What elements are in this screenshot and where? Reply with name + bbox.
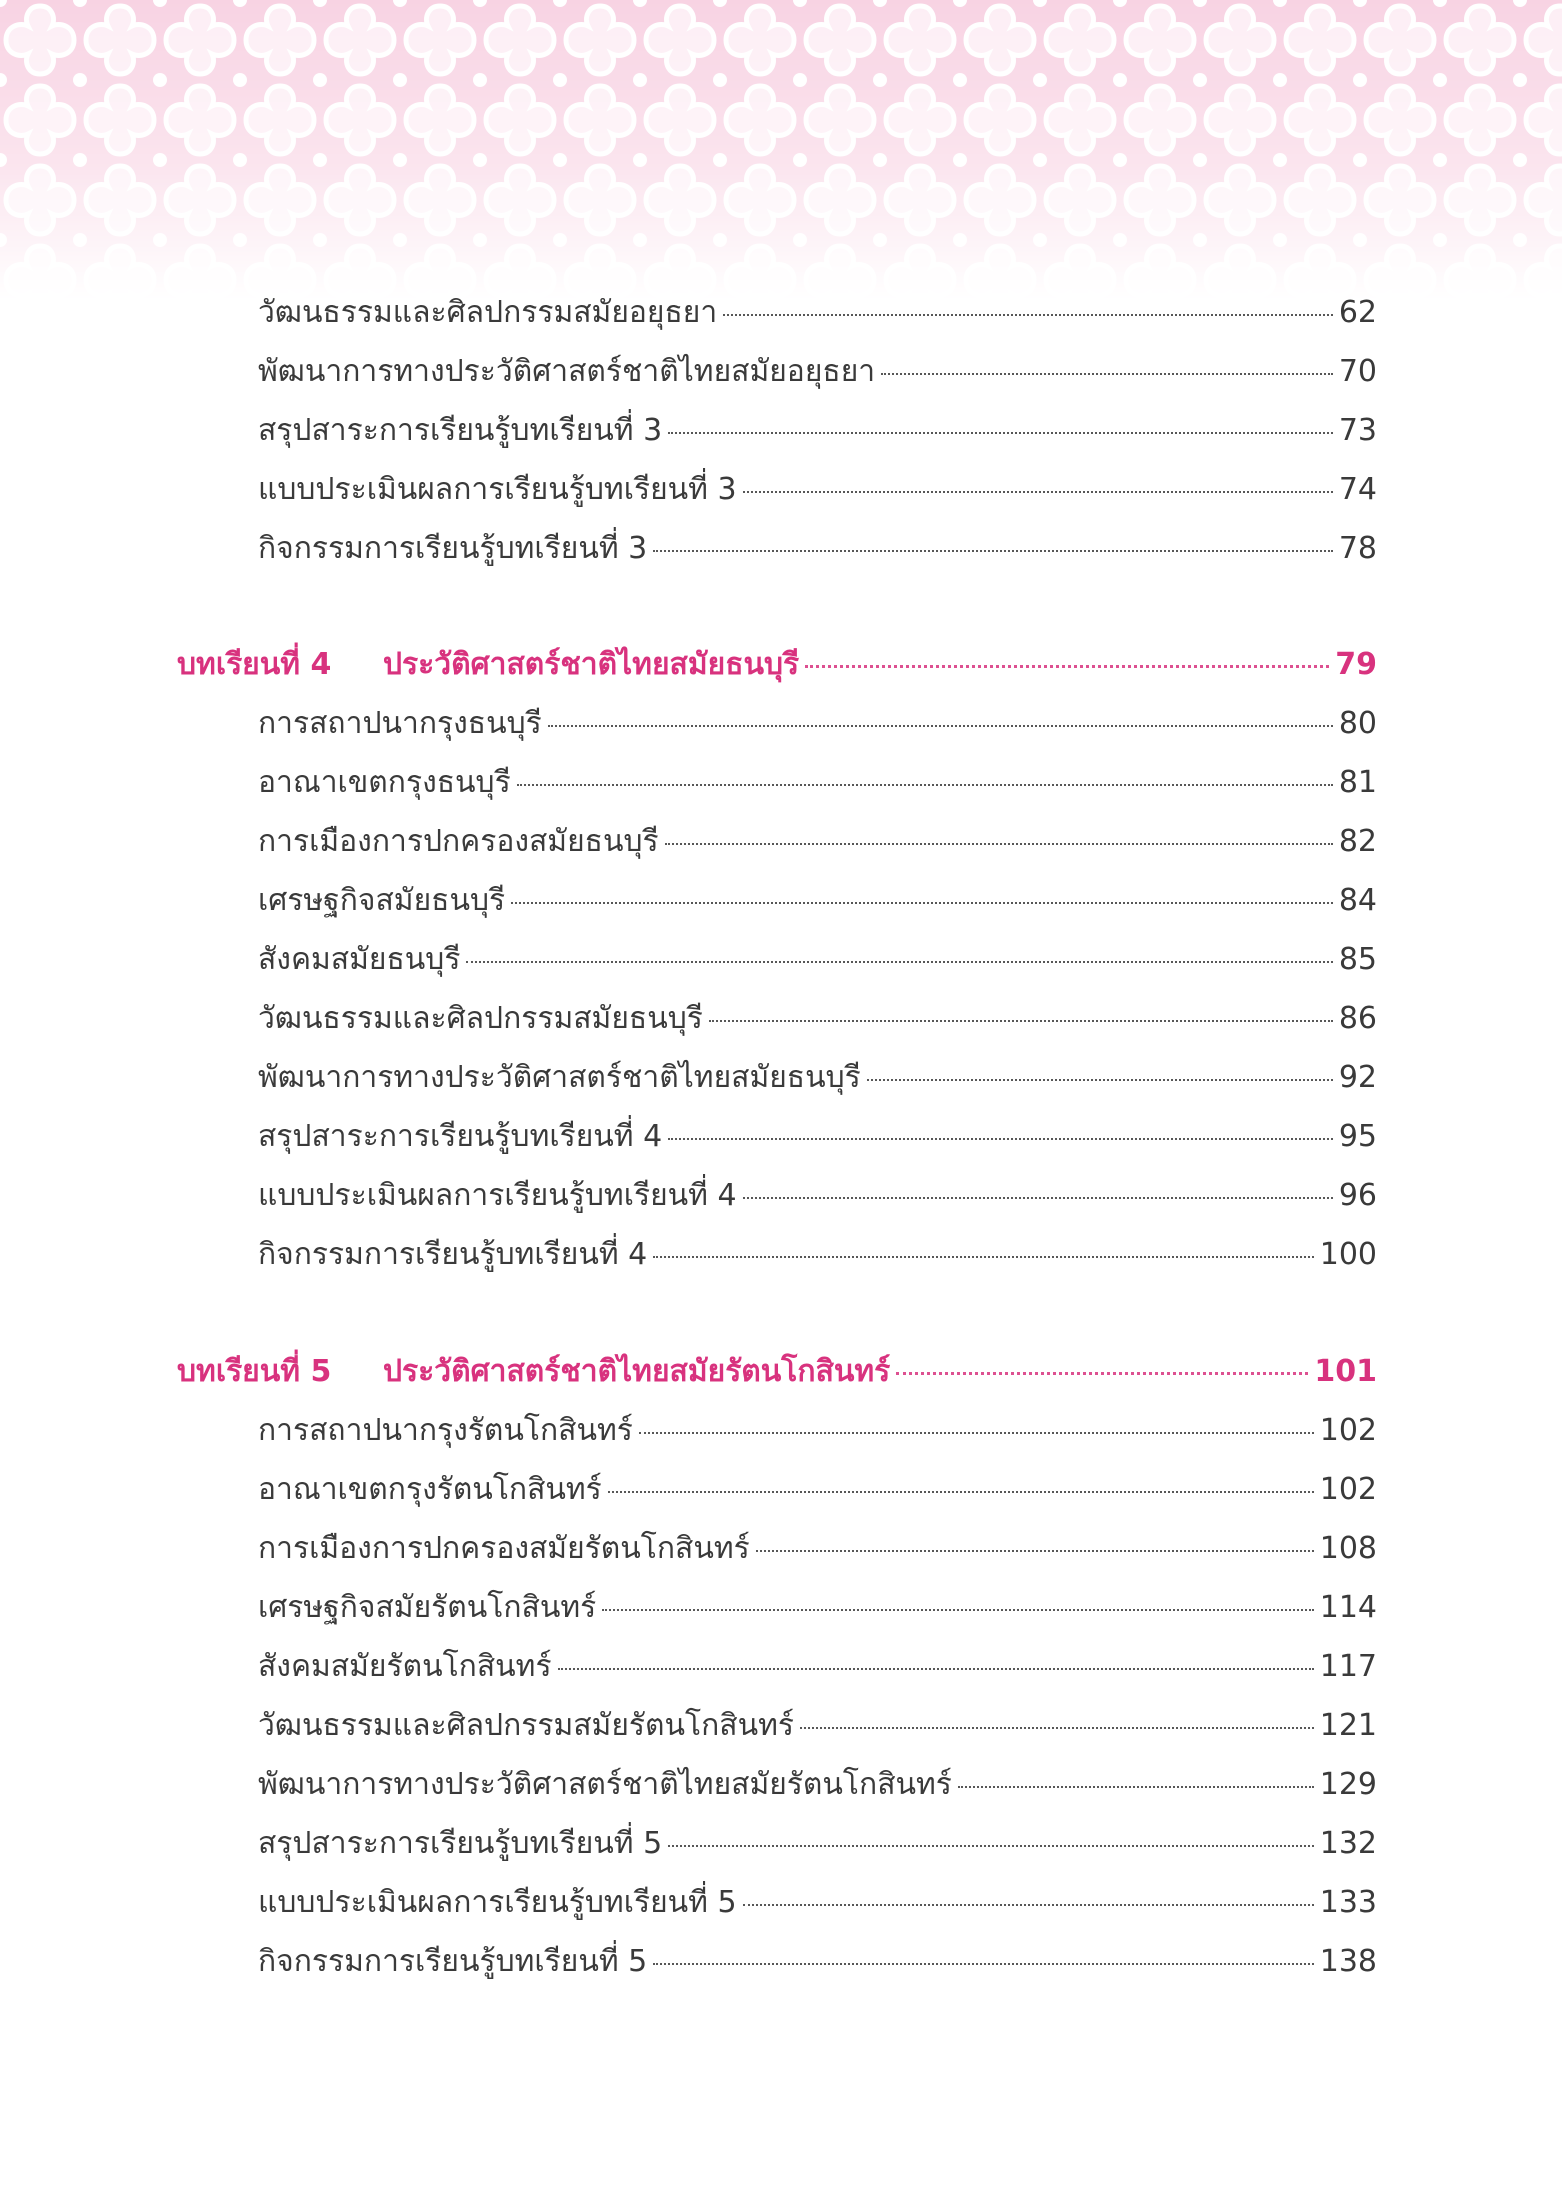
dot-leader — [756, 1550, 1314, 1552]
toc-chapter-heading[interactable] — [177, 1352, 1377, 1392]
dot-leader — [511, 902, 1333, 904]
toc-entry-page: 74 — [1338, 472, 1377, 507]
dot-leader — [867, 1079, 1333, 1081]
toc-entry[interactable] — [258, 1470, 1377, 1510]
toc-entry[interactable] — [258, 1883, 1377, 1923]
dot-leader — [665, 843, 1333, 845]
toc-entry[interactable] — [258, 940, 1377, 980]
toc-entry-title: การสถาปนากรุงรัตนโกสินทร์ — [258, 1413, 633, 1448]
toc-entry-page: 138 — [1319, 1944, 1377, 1979]
toc-entry-title: แบบประเมินผลการเรียนรู้บทเรียนที่ 3 — [258, 472, 737, 507]
toc-entry[interactable] — [258, 470, 1377, 510]
dot-leader — [743, 1904, 1314, 1906]
toc-entry[interactable] — [258, 1529, 1377, 1569]
toc-entry-title: อาณาเขตกรุงธนบุรี — [258, 765, 511, 800]
toc-entry-page: 102 — [1319, 1413, 1377, 1448]
toc-entry-page: 85 — [1338, 942, 1377, 977]
toc-entry-title: วัฒนธรรมและศิลปกรรมสมัยอยุธยา — [258, 295, 718, 330]
toc-entry[interactable] — [258, 1765, 1377, 1805]
toc-entry-page: 73 — [1338, 413, 1377, 448]
toc-entry[interactable] — [258, 1117, 1377, 1157]
toc-entry-page: 81 — [1338, 765, 1377, 800]
dot-leader — [805, 665, 1329, 668]
dot-leader — [800, 1727, 1314, 1729]
dot-leader — [668, 1138, 1333, 1140]
toc-entry-title: เศรษฐกิจสมัยรัตนโกสินทร์ — [258, 1590, 597, 1625]
toc-entry-title: แบบประเมินผลการเรียนรู้บทเรียนที่ 4 — [258, 1178, 737, 1213]
toc-entry-page: 84 — [1338, 883, 1377, 918]
toc-entry-page: 108 — [1319, 1531, 1377, 1566]
toc-entry[interactable] — [258, 1058, 1377, 1098]
toc-entry[interactable] — [258, 529, 1377, 569]
toc-entry-page: 102 — [1319, 1472, 1377, 1507]
toc-entry-title: สังคมสมัยธนบุรี — [258, 942, 461, 977]
dot-leader — [668, 1845, 1314, 1847]
dot-leader — [743, 491, 1333, 493]
toc-entry-page: 96 — [1338, 1178, 1377, 1213]
toc-entry-title: เศรษฐกิจสมัยธนบุรี — [258, 883, 506, 918]
chapter-number: บทเรียนที่ 5 — [177, 1354, 332, 1389]
chapter-page: 101 — [1314, 1354, 1377, 1389]
toc-entry-title: การสถาปนากรุงธนบุรี — [258, 706, 542, 741]
toc-entry[interactable] — [258, 1647, 1377, 1687]
dot-leader — [548, 725, 1333, 727]
dot-leader — [466, 961, 1332, 963]
dot-leader — [639, 1432, 1314, 1434]
toc-entry-title: กิจกรรมการเรียนรู้บทเรียนที่ 4 — [258, 1237, 648, 1272]
toc-entry-page: 114 — [1319, 1590, 1377, 1625]
toc-entry-title: สังคมสมัยรัตนโกสินทร์ — [258, 1649, 552, 1684]
toc-entry-title: แบบประเมินผลการเรียนรู้บทเรียนที่ 5 — [258, 1885, 737, 1920]
toc-entry[interactable] — [258, 763, 1377, 803]
toc-entry-title: วัฒนธรรมและศิลปกรรมสมัยธนบุรี — [258, 1001, 703, 1036]
toc-entry-page: 133 — [1319, 1885, 1377, 1920]
toc-entry-page: 117 — [1319, 1649, 1377, 1684]
toc-entry[interactable] — [258, 1176, 1377, 1216]
toc-entry-page: 70 — [1338, 354, 1377, 389]
toc-entry-title: พัฒนาการทางประวัติศาสตร์ชาติไทยสมัยรัตนโกสินทร์ — [258, 1767, 952, 1802]
toc-entry[interactable] — [258, 1706, 1377, 1746]
header-pattern-decoration — [0, 0, 1562, 300]
toc-entry[interactable] — [258, 822, 1377, 862]
dot-leader — [881, 373, 1333, 375]
toc-chapter-heading[interactable] — [177, 645, 1377, 685]
chapter-title: ประวัติศาสตร์ชาติไทยสมัยธนบุรี — [383, 647, 800, 682]
toc-entry-title: การเมืองการปกครองสมัยรัตนโกสินทร์ — [258, 1531, 750, 1566]
toc-entry-page: 78 — [1338, 531, 1377, 566]
dot-leader — [602, 1609, 1314, 1611]
toc-entry-page: 62 — [1338, 295, 1377, 330]
chapter-page: 79 — [1335, 647, 1377, 682]
dot-leader — [517, 784, 1333, 786]
toc-entry-title: กิจกรรมการเรียนรู้บทเรียนที่ 3 — [258, 531, 648, 566]
toc-entry-title: สรุปสาระการเรียนรู้บทเรียนที่ 3 — [258, 413, 663, 448]
toc-entry[interactable] — [258, 881, 1377, 921]
toc-entry-title: สรุปสาระการเรียนรู้บทเรียนที่ 4 — [258, 1119, 663, 1154]
toc-entry[interactable] — [258, 1588, 1377, 1628]
toc-entry-title: การเมืองการปกครองสมัยธนบุรี — [258, 824, 659, 859]
dot-leader — [896, 1372, 1308, 1375]
toc-entry[interactable] — [258, 1411, 1377, 1451]
toc-entry[interactable] — [258, 411, 1377, 451]
dot-leader — [653, 550, 1333, 552]
dot-leader — [558, 1668, 1314, 1670]
dot-leader — [653, 1963, 1313, 1965]
dot-leader — [608, 1491, 1314, 1493]
toc-entry-page: 80 — [1338, 706, 1377, 741]
dot-leader — [743, 1197, 1333, 1199]
toc-entry-page: 132 — [1319, 1826, 1377, 1861]
toc-entry[interactable] — [258, 704, 1377, 744]
toc-entry-page: 129 — [1319, 1767, 1377, 1802]
toc-entry-title: พัฒนาการทางประวัติศาสตร์ชาติไทยสมัยธนบุรี — [258, 1060, 861, 1095]
toc-entry[interactable] — [258, 293, 1377, 333]
toc-entry-title: วัฒนธรรมและศิลปกรรมสมัยรัตนโกสินทร์ — [258, 1708, 794, 1743]
toc-entry-page: 92 — [1338, 1060, 1377, 1095]
toc-entry-title: กิจกรรมการเรียนรู้บทเรียนที่ 5 — [258, 1944, 648, 1979]
toc-entry-page: 121 — [1319, 1708, 1377, 1743]
toc-entry-title: อาณาเขตกรุงรัตนโกสินทร์ — [258, 1472, 602, 1507]
dot-leader — [668, 432, 1333, 434]
toc-entry-page: 82 — [1338, 824, 1377, 859]
toc-entry-page: 95 — [1338, 1119, 1377, 1154]
toc-entry[interactable] — [258, 352, 1377, 392]
chapter-title: ประวัติศาสตร์ชาติไทยสมัยรัตนโกสินทร์ — [383, 1354, 891, 1389]
dot-leader — [653, 1256, 1313, 1258]
chapter-number: บทเรียนที่ 4 — [177, 647, 332, 682]
toc-entry[interactable] — [258, 999, 1377, 1039]
toc-entry-page: 86 — [1338, 1001, 1377, 1036]
toc-entry[interactable] — [258, 1824, 1377, 1864]
toc-entry-title: พัฒนาการทางประวัติศาสตร์ชาติไทยสมัยอยุธยา — [258, 354, 876, 389]
dot-leader — [723, 314, 1333, 316]
toc-entry-title: สรุปสาระการเรียนรู้บทเรียนที่ 5 — [258, 1826, 663, 1861]
dot-leader — [958, 1786, 1314, 1788]
toc-entry[interactable] — [258, 1942, 1377, 1982]
toc-entry[interactable] — [258, 1235, 1377, 1275]
toc-entry-page: 100 — [1319, 1237, 1377, 1272]
dot-leader — [709, 1020, 1333, 1022]
